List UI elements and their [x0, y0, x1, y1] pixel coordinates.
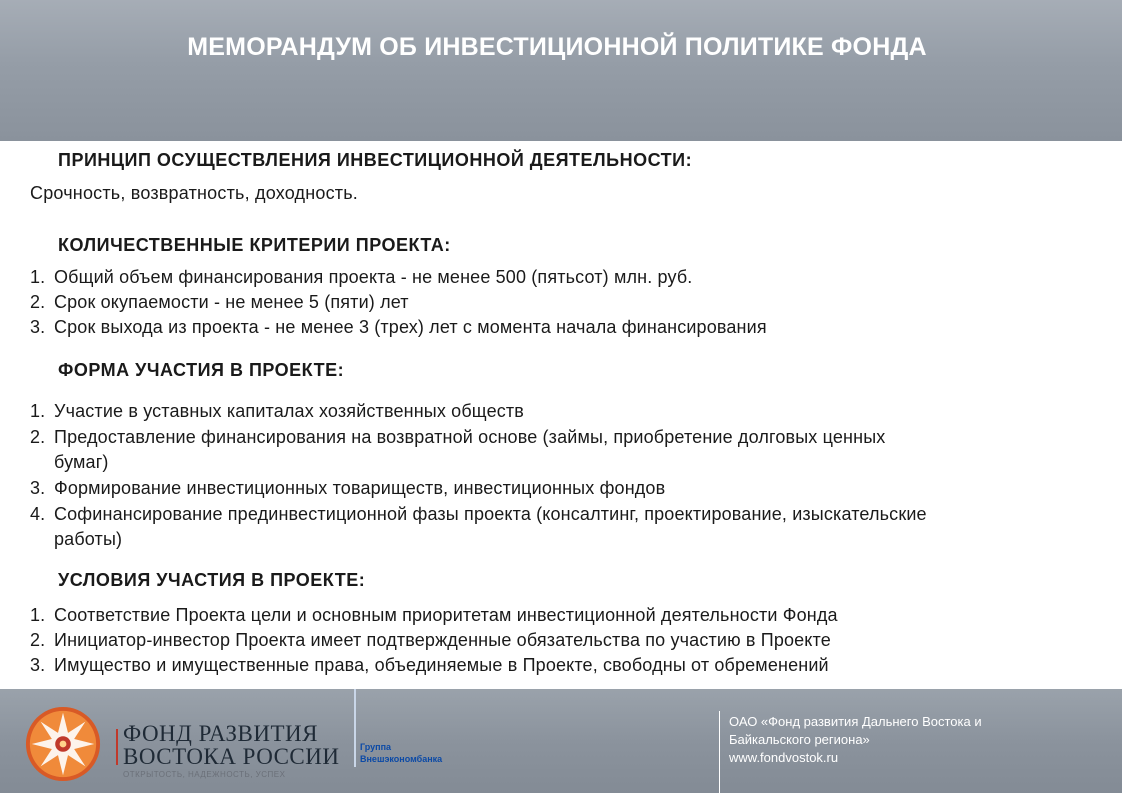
list-item [30, 502, 1090, 552]
list-text-continuation: работы) [54, 529, 123, 549]
section-heading-principle: ПРИНЦИП ОСУЩЕСТВЛЕНИЯ ИНВЕСТИЦИОННОЙ ДЕЯТЕЛЬНОСТИ: [58, 150, 693, 170]
list-text: Имущество и имущественные права, объединяемые в Проекте, свободны от обременений [54, 655, 829, 675]
list-item [30, 315, 1090, 340]
list-number: 4. [30, 504, 46, 524]
list-number: 3. [30, 317, 46, 337]
list-text: Инициатор-инвестор Проекта имеет подтвержденные обязательства по участию в Проекте [54, 630, 831, 650]
brand-slogan: ОТКРЫТОСТЬ, НАДЕЖНОСТЬ, УСПЕХ [123, 770, 286, 779]
fund-star-logo-icon [24, 705, 102, 783]
list-text: Срок выхода из проекта - не менее 3 (трех) лет с момента начала финансирования [54, 317, 767, 337]
header-banner [0, 0, 1122, 141]
list-item [30, 628, 1090, 653]
list-item [30, 476, 1090, 501]
company-info [729, 713, 982, 767]
list-item [30, 425, 1090, 475]
footer-banner [0, 689, 1122, 793]
list-item [30, 290, 1090, 315]
list-text-continuation: бумаг) [54, 452, 109, 472]
memo-content [0, 141, 1122, 689]
list-item [30, 603, 1090, 628]
website-link[interactable]: www.fondvostok.ru [729, 750, 839, 765]
brand-divider [116, 729, 118, 765]
brand-name-line2: ВОСТОКА РОССИИ [123, 744, 340, 769]
principle-text: Срочность, возвратность, доходность. [30, 183, 359, 203]
group-label-line1: Группа [360, 742, 392, 752]
list-number: 1. [30, 605, 46, 625]
list-text: Общий объем финансирования проекта - не менее 500 (пятьсот) млн. руб. [54, 267, 693, 287]
list-number: 2. [30, 427, 46, 447]
section-heading-participation-form: ФОРМА УЧАСТИЯ В ПРОЕКТЕ: [58, 360, 345, 380]
list-text: Срок окупаемости - не менее 5 (пяти) лет [54, 292, 409, 312]
company-name-line2: Байкальского региона» [729, 732, 870, 747]
list-number: 3. [30, 655, 46, 675]
list-number: 1. [30, 401, 46, 421]
group-label-line2: Внешэкономбанка [360, 754, 443, 764]
section-heading-conditions: УСЛОВИЯ УЧАСТИЯ В ПРОЕКТЕ: [58, 570, 366, 590]
footer-divider [354, 689, 356, 767]
list-number: 2. [30, 630, 46, 650]
page-title: МЕМОРАНДУМ ОБ ИНВЕСТИЦИОННОЙ ПОЛИТИКЕ ФОНДА [187, 33, 927, 61]
list-text: Предоставление финансирования на возвратной основе (займы, приобретение долговых ценных [54, 427, 886, 447]
brand-name-line1: ФОНД РАЗВИТИЯ [123, 721, 318, 746]
section-heading-criteria: КОЛИЧЕСТВЕННЫЕ КРИТЕРИИ ПРОЕКТА: [58, 235, 451, 255]
list-item [30, 399, 1090, 424]
list-text: Формирование инвестиционных товариществ, инвестиционных фондов [54, 478, 666, 498]
list-text: Софинансирование прединвестиционной фазы проекта (консалтинг, проектирование, изыскательские [54, 504, 927, 524]
list-number: 3. [30, 478, 46, 498]
list-number: 2. [30, 292, 46, 312]
list-number: 1. [30, 267, 46, 287]
list-item [30, 265, 1090, 290]
company-name-line1: ОАО «Фонд развития Дальнего Востока и [729, 714, 982, 729]
list-item [30, 653, 1090, 678]
group-label [360, 741, 442, 765]
list-text: Соответствие Проекта цели и основным приоритетам инвестиционной деятельности Фонда [54, 605, 838, 625]
list-text: Участие в уставных капиталах хозяйственных обществ [54, 401, 524, 421]
footer-divider [719, 711, 720, 793]
